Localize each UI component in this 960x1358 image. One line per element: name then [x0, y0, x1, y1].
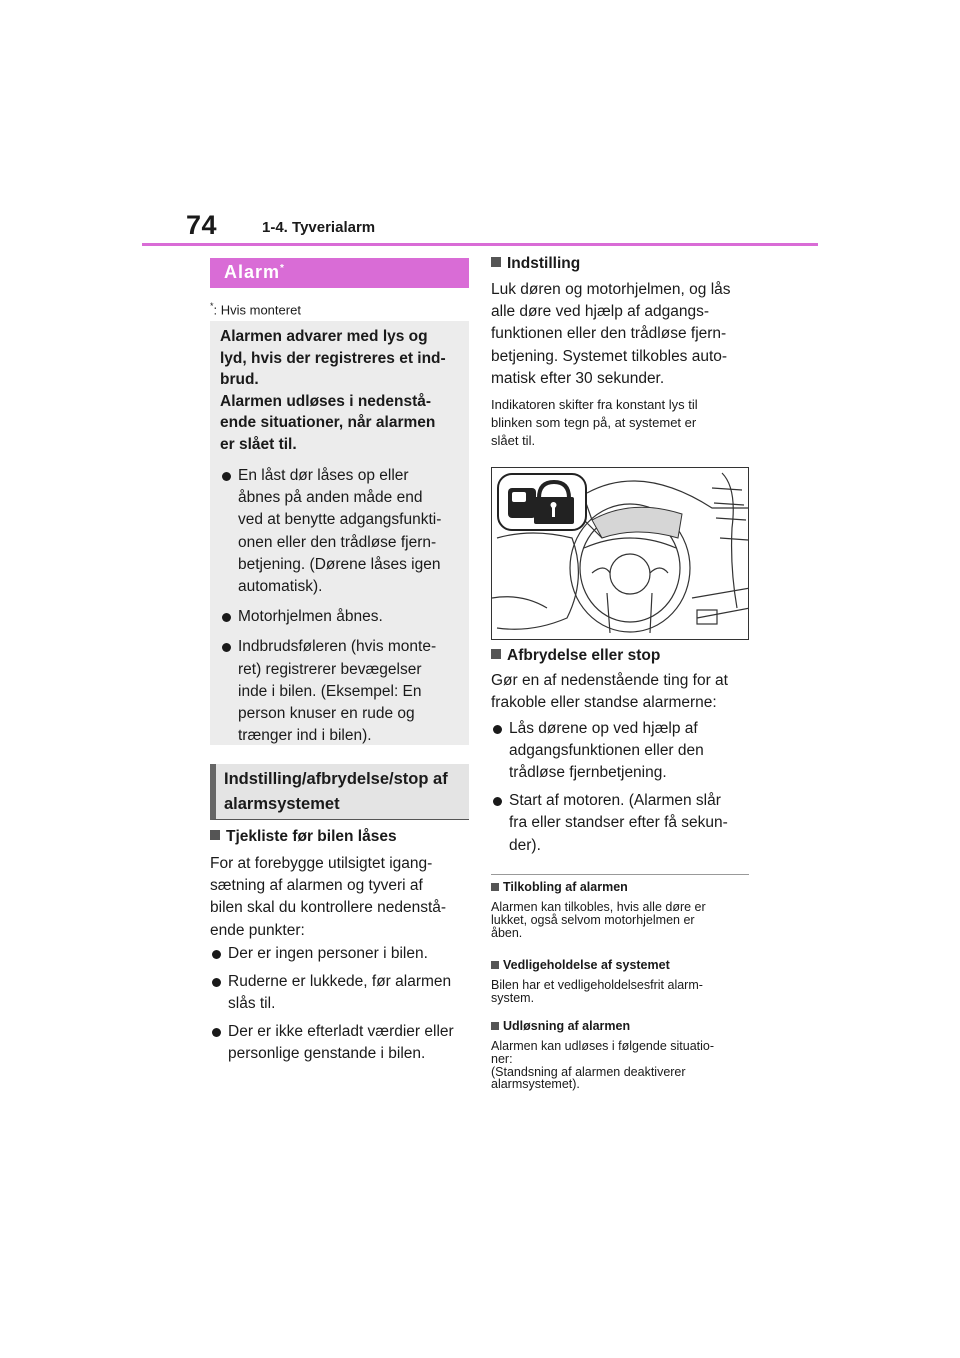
text-line: Bilen har et vedligeholdelsesfrit alarm-: [491, 978, 703, 992]
text-line: Motorhjelmen åbnes.: [238, 608, 383, 626]
heading-text: Udløsning af alarmen: [503, 1019, 631, 1033]
footnote: [210, 301, 301, 317]
checklist-intro: [210, 853, 472, 942]
text-line: Indstilling/afbrydelse/stop af: [224, 770, 448, 788]
text-line: alle døre ved hjælp af adgangs-: [491, 303, 709, 321]
section-title: 1-4. Tyverialarm: [262, 219, 376, 236]
stop-body: [491, 670, 753, 714]
alarm-trigger-list: [220, 465, 459, 747]
text-line: person knuser en rude og: [238, 705, 415, 723]
footnote-text: : Hvis monteret: [213, 302, 301, 318]
text-line: ende situationer, når alarmen: [220, 414, 436, 431]
text-line: Alarmen kan tilkobles, hvis alle døre er: [491, 900, 706, 914]
text-line: er slået til.: [220, 435, 297, 453]
text-line: bilen skal du kontrollere nedenstå-: [210, 899, 447, 917]
text-line: betjening. (Dørene låses igen: [238, 555, 441, 573]
note-heading: [491, 880, 628, 894]
text-line: Luk døren og motorhjelmen, og lås: [491, 281, 731, 298]
list-item: [491, 790, 753, 857]
list-item: [491, 718, 753, 785]
alarm-info-box: [210, 321, 469, 745]
text-line: slået til.: [491, 433, 536, 448]
notes-divider: [491, 874, 749, 875]
dashboard-illustration: [491, 467, 749, 640]
text-line: En låst dør låses op eller: [238, 467, 409, 484]
text-line: inde i bilen. (Eksempel: En: [238, 682, 422, 700]
text-line: personlige genstande i bilen.: [228, 1044, 426, 1062]
text-line: trænger ind i bilen).: [238, 727, 372, 745]
stop-heading: [491, 647, 660, 665]
text-line: slås til.: [228, 994, 276, 1012]
text-line: For at forebygge utilsigtet igang-: [210, 855, 433, 872]
square-bullet-icon: [491, 257, 501, 267]
footnote-mark: *: [210, 301, 214, 311]
indicator-note: [491, 396, 741, 450]
text-line: ved at benytte adgangsfunkti-: [238, 511, 442, 529]
setting-heading: [491, 255, 580, 273]
square-bullet-icon: [491, 649, 501, 659]
list-item: [210, 943, 472, 965]
text-line: Gør en af nedenstående ting for at: [491, 672, 728, 689]
text-line: betjening. Systemet tilkobles auto-: [491, 347, 728, 365]
text-line: åbnes på anden måde end: [238, 489, 423, 507]
heading-text: Tjekliste før bilen låses: [226, 828, 397, 845]
text-line: ende punkter:: [210, 921, 305, 939]
heading-text: Vedligeholdelse af systemet: [503, 958, 670, 972]
heading-text: Tilkobling af alarmen: [503, 880, 628, 894]
text-line: Alarmen kan udløses i følgende situatio-: [491, 1039, 715, 1053]
text-line: trådløse fjernbetjening.: [509, 764, 667, 782]
text-line: Indbrudsføleren (hvis monte-: [238, 638, 437, 656]
note-heading: [491, 958, 670, 972]
text-line: funktionen eller den trådløse fjern-: [491, 325, 727, 343]
text-line: ret) registrerer bevægelser: [238, 660, 422, 678]
note-body: [491, 901, 749, 939]
list-item: [210, 971, 472, 1015]
page-number: 74: [186, 210, 218, 240]
text-line: lukket, også selvom motorhjelmen er: [491, 912, 695, 927]
alarm-heading-mark: *: [280, 263, 285, 274]
list-item: [220, 465, 459, 598]
text-line: Der er ikke efterladt værdier eller: [228, 1022, 454, 1040]
list-item: [220, 606, 459, 628]
text-line: Der er ingen personer i bilen.: [228, 945, 428, 962]
alarm-heading-text: Alarm: [224, 262, 281, 282]
text-line: Start af motoren. (Alarmen slår: [509, 792, 721, 810]
alarm-heading: [210, 258, 469, 288]
text-line: system.: [491, 990, 535, 1005]
square-bullet-icon: [491, 1022, 499, 1030]
steering-wheel-illustration: [492, 468, 749, 640]
text-line: Lås dørene op ved hjælp af: [509, 720, 698, 737]
checklist-list: [210, 943, 472, 1071]
text-line: der).: [509, 836, 541, 854]
header-divider: [142, 243, 818, 246]
note-heading: [491, 1019, 630, 1033]
square-bullet-icon: [210, 830, 220, 840]
checklist-heading: [210, 828, 397, 846]
text-line: åben.: [491, 925, 523, 940]
text-line: automatisk).: [238, 578, 323, 596]
text-line: matisk efter 30 sekunder.: [491, 369, 665, 387]
text-line: fra eller standser efter få sekun-: [509, 814, 728, 832]
text-line: adgangsfunktionen eller den: [509, 742, 704, 760]
note-body: [491, 979, 749, 1005]
square-bullet-icon: [491, 883, 499, 891]
text-line: lyd, hvis der registreres et ind-: [220, 349, 446, 367]
text-line: Indikatoren skifter fra konstant lys til: [491, 397, 698, 412]
text-line: Alarmen advarer med lys og: [220, 328, 428, 345]
stop-list: [491, 718, 753, 862]
text-line: alarmsystemet: [224, 794, 340, 813]
list-item: [210, 1021, 472, 1065]
heading-text: Indstilling: [507, 255, 581, 272]
text-line: (Standsning af alarmen deaktiverer: [491, 1064, 686, 1079]
note-body: [491, 1040, 749, 1091]
system-section-heading: [210, 764, 469, 820]
text-line: Ruderne er lukkede, før alarmen: [228, 972, 452, 990]
alarm-lead: [220, 326, 459, 455]
text-line: frakoble eller standse alarmerne:: [491, 694, 717, 712]
setting-body: [491, 279, 753, 390]
text-line: onen eller den trådløse fjern-: [238, 533, 437, 551]
text-line: ner:: [491, 1051, 513, 1066]
text-line: alarmsystemet).: [491, 1077, 580, 1092]
text-line: brud.: [220, 371, 259, 388]
text-line: sætning af alarmen og tyveri af: [210, 877, 423, 895]
text-line: Alarmen udløses i nedenstå-: [220, 392, 432, 410]
text-line: blinken som tegn på, at systemet er: [491, 415, 697, 430]
heading-text: Afbrydelse eller stop: [507, 647, 661, 664]
list-item: [220, 636, 459, 747]
square-bullet-icon: [491, 961, 499, 969]
